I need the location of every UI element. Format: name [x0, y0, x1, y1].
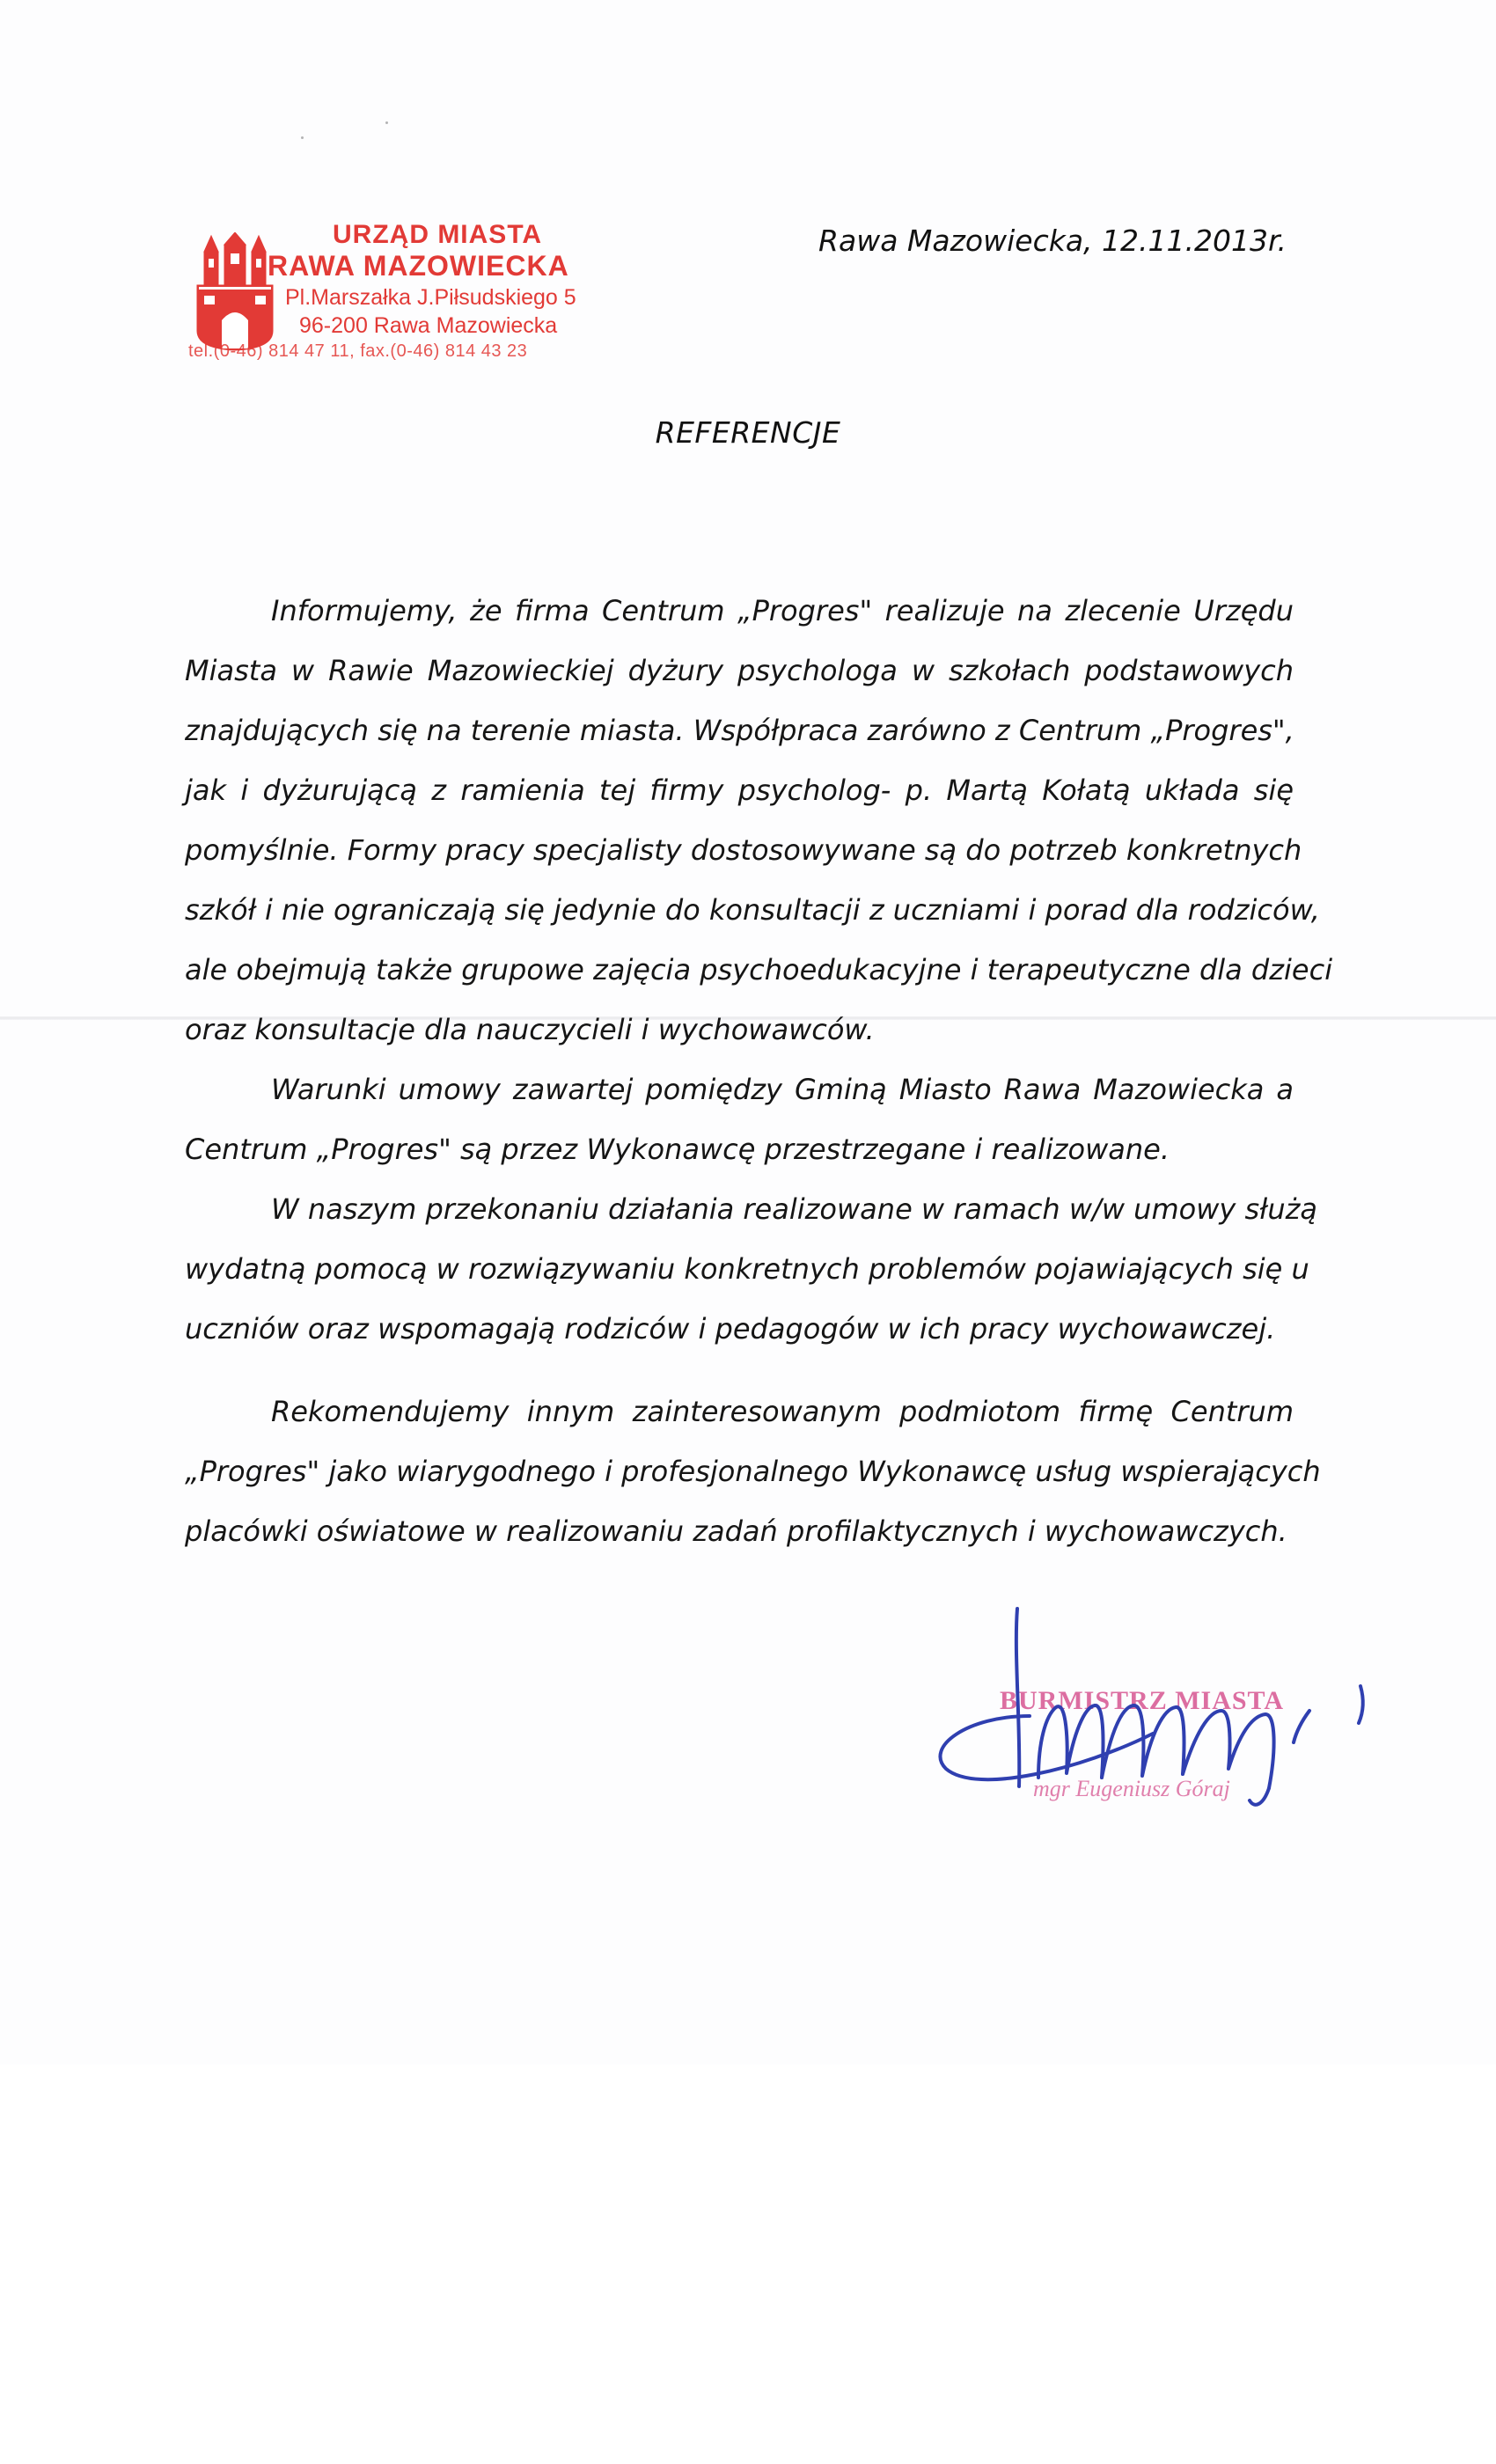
mayor-stamp-name: mgr Eugeniusz Góraj — [1033, 1776, 1230, 1801]
body-line: pomyślnie. Formy pracy specjalisty dostosowywane są do potrzeb konkretnych — [185, 833, 1302, 867]
handwritten-signature-icon — [906, 1602, 1399, 1813]
dust-speck — [301, 136, 304, 139]
body-line: Informujemy, że firma Centrum „Progres" realizuje na zlecenie Urzędu — [271, 594, 1294, 627]
body-line: Rekomendujemy innym zainteresowanym podmiotom firmę Centrum — [271, 1395, 1294, 1428]
body-line: Warunki umowy zawartej pomiędzy Gminą Miasto Rawa Mazowiecka a — [271, 1073, 1294, 1106]
letter-title: REFERENCJE — [655, 415, 841, 450]
body-line: „Progres" jako wiarygodnego i profesjonalnego Wykonawcę usług wspierających — [185, 1455, 1321, 1488]
body-line: jak i dyżurującą z ramienia tej firmy psycholog- p. Martą Kołatą układa się — [185, 774, 1294, 807]
letter-date: Rawa Mazowiecka, 12.11.2013r. — [818, 224, 1287, 258]
body-line: placówki oświatowe w realizowaniu zadań profilaktycznych i wychowawczych. — [185, 1514, 1287, 1548]
castle-coat-of-arms-icon — [195, 232, 275, 351]
body-line: wydatną pomocą w rozwiązywaniu konkretnych problemów pojawiających się u — [185, 1252, 1309, 1286]
body-line: znajdujących się na terenie miasta. Współpraca zarówno z Centrum „Progres", — [185, 714, 1294, 747]
body-line: ale obejmują także grupowe zajęcia psychoedukacyjne i terapeutyczne dla dzieci — [185, 953, 1333, 986]
stamp-postal-code: 96-200 Rawa Mazowiecka — [299, 313, 558, 338]
stamp-office-name: URZĄD MIASTA — [333, 220, 543, 249]
dust-speck — [385, 121, 388, 124]
body-line: Miasta w Rawie Mazowieckiej dyżury psychologa w szkołach podstawowych — [185, 654, 1294, 687]
stamp-street: Pl.Marszałka J.Piłsudskiego 5 — [285, 285, 576, 310]
office-stamp — [188, 220, 600, 370]
body-line: W naszym przekonaniu działania realizowane w ramach w/w umowy służą — [271, 1192, 1318, 1226]
body-line: szkół i nie ograniczają się jedynie do konsultacji z uczniami i porad dla rodziców, — [185, 893, 1320, 927]
body-line: uczniów oraz wspomagają rodziców i pedagogów w ich pracy wychowawczej. — [185, 1312, 1276, 1346]
mayor-stamp-title: BURMISTRZ MIASTA — [1000, 1686, 1284, 1715]
body-line: Centrum „Progres" są przez Wykonawcę przestrzegane i realizowane. — [185, 1133, 1170, 1166]
stamp-city-name: RAWA MAZOWIECKA — [268, 250, 569, 282]
body-line: oraz konsultacje dla nauczycieli i wychowawców. — [185, 1013, 875, 1046]
stamp-phone-fax: tel.(0-46) 814 47 11, fax.(0-46) 814 43 23 — [188, 341, 528, 361]
